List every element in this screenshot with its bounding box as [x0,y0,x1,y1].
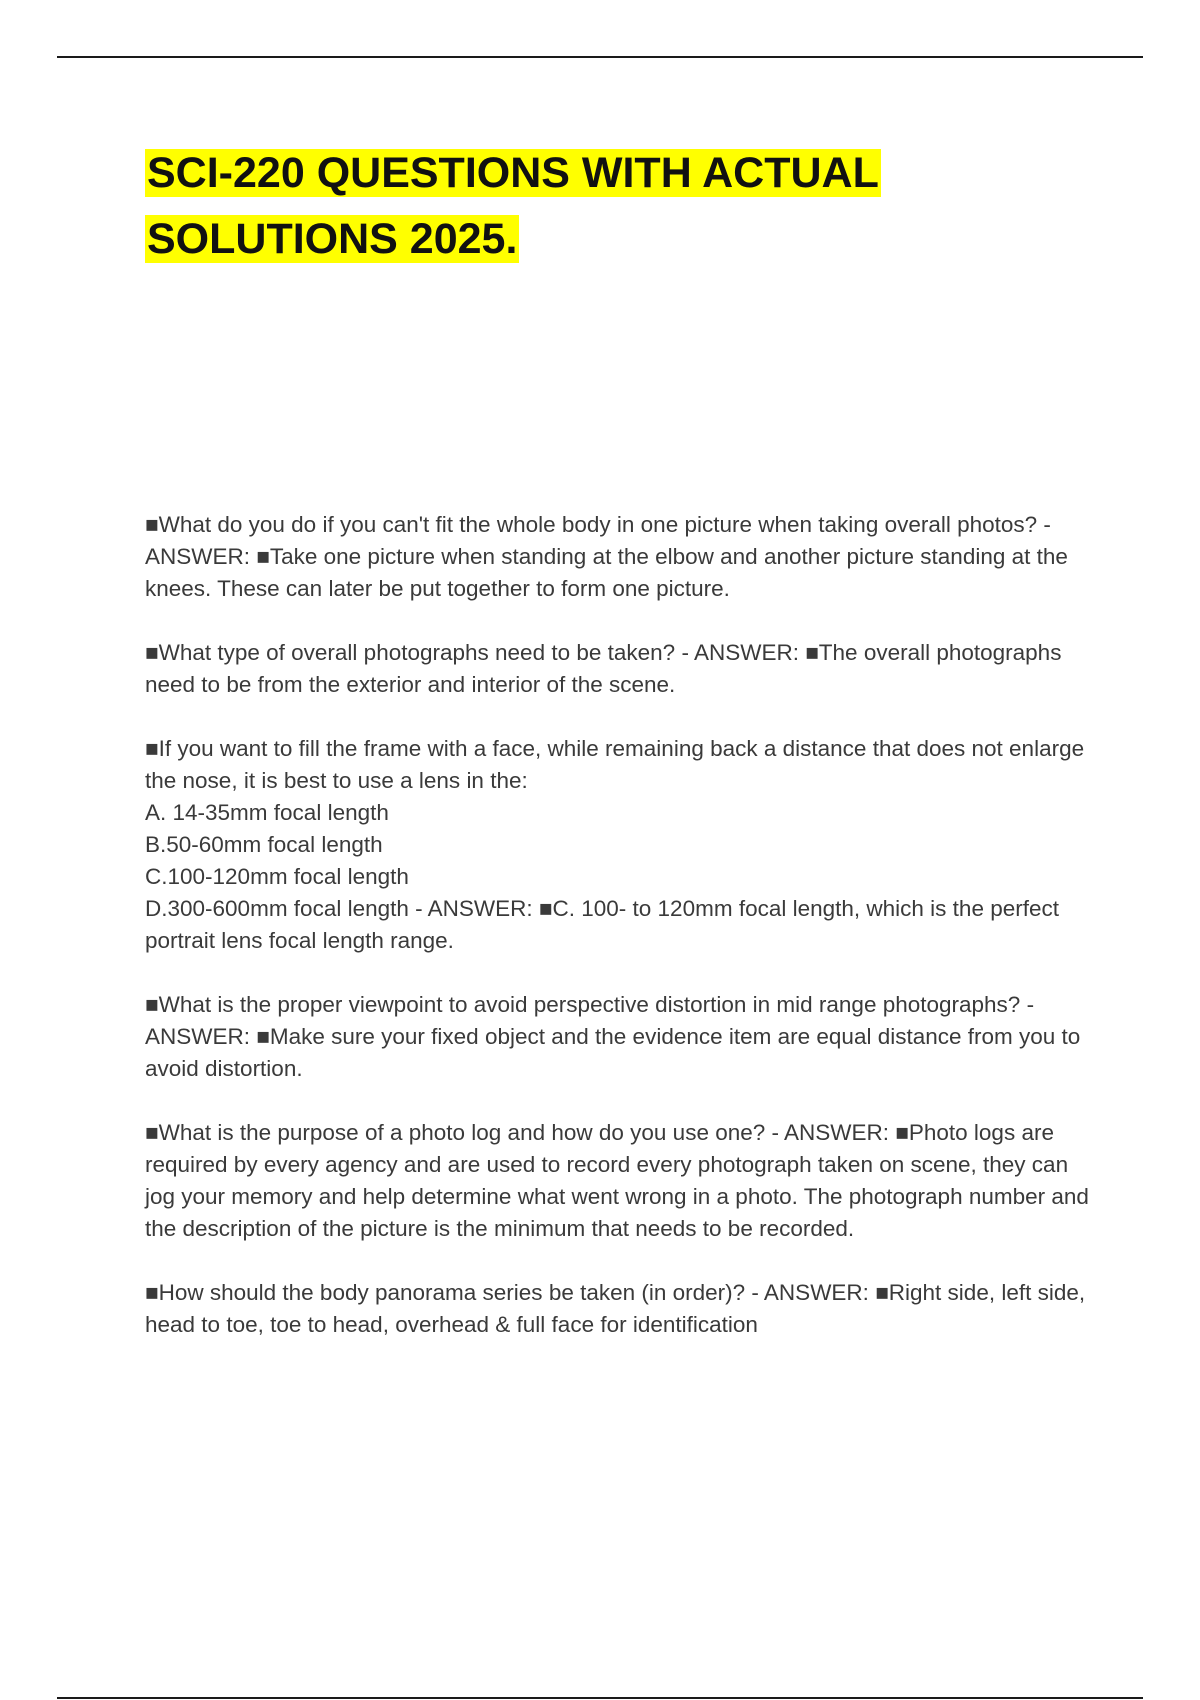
qa-item-5 [145,1117,1095,1245]
qa-item-6 [145,1277,1095,1341]
answer-text: ■Photo logs are required by every agency and are used to record every photograph taken on scene, they can jog your memory and help determine what went wrong in a photo. The photograph number and the description of the picture is the minimum that needs to be recorded. [145,1120,1089,1241]
title-line-1: SCI-220 QUESTIONS WITH ACTUAL [147,149,879,197]
option-a: A. 14-35mm focal length [145,800,389,825]
bottom-rule [57,1697,1143,1699]
question-text: ■How should the body panorama series be taken (in order)? - ANSWER: [145,1280,876,1305]
qa-item-1 [145,509,1095,605]
answer-text: ■Make sure your fixed object and the evidence item are equal distance from you to avoid distortion. [145,1024,1081,1081]
question-text: ■If you want to fill the frame with a face, while remaining back a distance that does not enlarge the nose, it is best to use a lens in the: [145,736,1085,793]
qa-list [145,509,1095,1373]
answer-text: ■The overall photographs need to be from the exterior and interior of the scene. [145,640,1062,697]
answer-text: ■Take one picture when standing at the elbow and another picture standing at the knees. These can later be put together to form one picture. [145,544,1068,601]
title-line-2: SOLUTIONS 2025. [147,215,518,263]
question-text: ■What is the purpose of a photo log and how do you use one? - ANSWER: [145,1120,896,1145]
question-text: ■What is the proper viewpoint to avoid perspective distortion in mid range photographs? - ANSWER: [145,992,1035,1049]
document-title [145,140,1125,272]
answer-text: ■Right side, left side, head to toe, toe to head, overhead & full face for identification [145,1280,1086,1337]
option-c: C.100-120mm focal length [145,864,409,889]
qa-item-3 [145,733,1095,957]
option-d: D.300-600mm focal length - ANSWER: [145,896,539,921]
answer-text: ■C. 100- to 120mm focal length, which is the perfect portrait lens focal length range. [145,896,1059,953]
question-text: ■What type of overall photographs need to be taken? - ANSWER: [145,640,806,665]
top-rule [57,56,1143,58]
qa-item-4 [145,989,1095,1085]
question-text: ■What do you do if you can't fit the whole body in one picture when taking overall photos? - ANSWER: [145,512,1051,569]
option-b: B.50-60mm focal length [145,832,383,857]
qa-item-2 [145,637,1095,701]
